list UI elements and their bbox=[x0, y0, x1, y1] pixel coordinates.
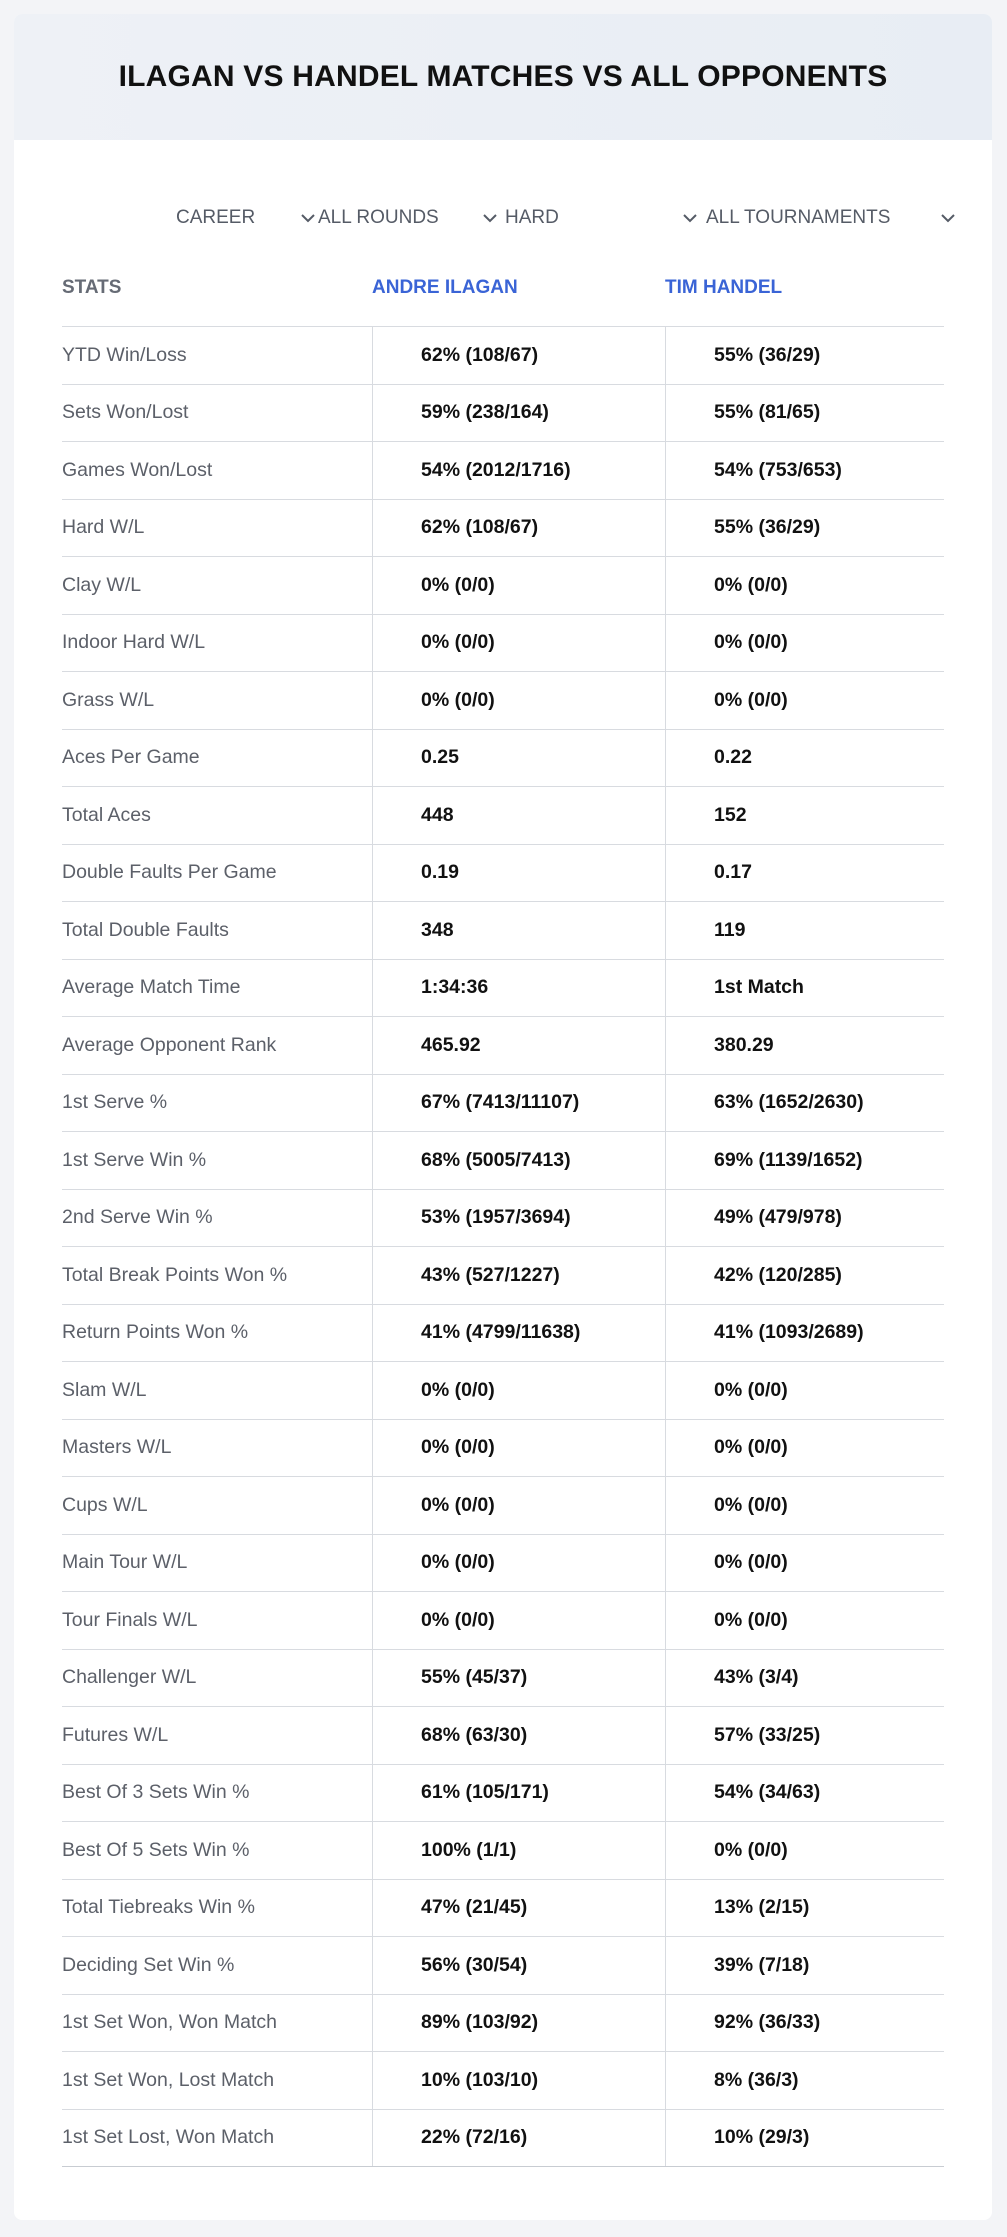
player1-stat-value: 41% (4799/11638) bbox=[372, 1305, 665, 1362]
table-row bbox=[62, 1535, 944, 1593]
player2-stat-value: 43% (3/4) bbox=[665, 1650, 944, 1707]
player1-stat-value: 0% (0/0) bbox=[372, 557, 665, 614]
player2-stat-value: 55% (36/29) bbox=[665, 327, 944, 384]
player1-stat-value: 59% (238/164) bbox=[372, 385, 665, 442]
player1-stat-value: 68% (5005/7413) bbox=[372, 1132, 665, 1189]
player1-stat-value: 10% (103/10) bbox=[372, 2052, 665, 2109]
table-row bbox=[62, 672, 944, 730]
player1-stat-value: 54% (2012/1716) bbox=[372, 442, 665, 499]
player2-stat-value: 0% (0/0) bbox=[665, 1477, 944, 1534]
stat-label: Games Won/Lost bbox=[62, 458, 213, 481]
player2-stat-value: 63% (1652/2630) bbox=[665, 1075, 944, 1132]
stat-label: 1st Set Won, Won Match bbox=[62, 2011, 277, 2034]
table-row bbox=[62, 960, 944, 1018]
player1-stat-value: 348 bbox=[372, 902, 665, 959]
player1-stat-value: 0% (0/0) bbox=[372, 1535, 665, 1592]
player1-stat-value: 53% (1957/3694) bbox=[372, 1190, 665, 1247]
player2-stat-value: 0% (0/0) bbox=[665, 1535, 944, 1592]
table-row bbox=[62, 327, 944, 385]
table-row bbox=[62, 1190, 944, 1248]
player1-stat-value: 89% (103/92) bbox=[372, 1995, 665, 2052]
table-row bbox=[62, 557, 944, 615]
table-row bbox=[62, 902, 944, 960]
stat-label: YTD Win/Loss bbox=[62, 343, 187, 366]
player2-stat-value: 55% (81/65) bbox=[665, 385, 944, 442]
table-body bbox=[62, 327, 944, 2167]
stats-table bbox=[62, 250, 944, 2167]
table-row bbox=[62, 385, 944, 443]
chevron-down-icon bbox=[682, 213, 698, 223]
stat-label: Total Break Points Won % bbox=[62, 1263, 288, 1286]
table-row bbox=[62, 1477, 944, 1535]
stat-label: Deciding Set Win % bbox=[62, 1953, 235, 1976]
table-row bbox=[62, 500, 944, 558]
player1-stat-value: 0% (0/0) bbox=[372, 615, 665, 672]
stat-label: Double Faults Per Game bbox=[62, 861, 277, 884]
player1-stat-value: 43% (527/1227) bbox=[372, 1247, 665, 1304]
player1-stat-value: 22% (72/16) bbox=[372, 2110, 665, 2167]
stat-label: Best Of 5 Sets Win % bbox=[62, 1838, 250, 1861]
surface-select[interactable] bbox=[505, 190, 698, 246]
stat-label: Tour Finals W/L bbox=[62, 1608, 198, 1631]
player2-stat-value: 0% (0/0) bbox=[665, 1592, 944, 1649]
table-row bbox=[62, 1362, 944, 1420]
stat-label: Return Points Won % bbox=[62, 1321, 249, 1344]
table-row bbox=[62, 845, 944, 903]
table-row bbox=[62, 1822, 944, 1880]
stat-label: 1st Set Lost, Won Match bbox=[62, 2126, 275, 2149]
player2-stat-value: 92% (36/33) bbox=[665, 1995, 944, 2052]
player1-stat-value: 47% (21/45) bbox=[372, 1880, 665, 1937]
player1-stat-value: 0.19 bbox=[372, 845, 665, 902]
player1-stat-value: 62% (108/67) bbox=[372, 500, 665, 557]
stat-label: Masters W/L bbox=[62, 1436, 172, 1459]
filter-bar bbox=[14, 190, 992, 246]
player2-stat-value: 1st Match bbox=[665, 960, 944, 1017]
player2-stat-value: 380.29 bbox=[665, 1017, 944, 1074]
stat-label: 2nd Serve Win % bbox=[62, 1206, 213, 1229]
table-row bbox=[62, 1650, 944, 1708]
player1-stat-value: 56% (30/54) bbox=[372, 1937, 665, 1994]
player1-stat-value: 0% (0/0) bbox=[372, 672, 665, 729]
table-row bbox=[62, 1075, 944, 1133]
rounds-select-value: ALL ROUNDS bbox=[318, 207, 439, 228]
stats-column-header: STATS bbox=[62, 277, 122, 298]
player2-stat-value: 41% (1093/2689) bbox=[665, 1305, 944, 1362]
player1-stat-value: 0% (0/0) bbox=[372, 1362, 665, 1419]
table-row bbox=[62, 1017, 944, 1075]
table-row bbox=[62, 1995, 944, 2053]
player2-stat-value: 54% (34/63) bbox=[665, 1765, 944, 1822]
period-select-value: CAREER bbox=[176, 207, 256, 228]
player1-stat-value: 465.92 bbox=[372, 1017, 665, 1074]
period-select[interactable] bbox=[176, 190, 316, 246]
player1-stat-value: 448 bbox=[372, 787, 665, 844]
table-row bbox=[62, 1132, 944, 1190]
tournaments-select-value: ALL TOURNAMENTS bbox=[706, 207, 891, 228]
stat-label: Futures W/L bbox=[62, 1723, 169, 1746]
stat-label: Grass W/L bbox=[62, 688, 155, 711]
player2-stat-value: 13% (2/15) bbox=[665, 1880, 944, 1937]
table-row bbox=[62, 1592, 944, 1650]
table-row bbox=[62, 2110, 944, 2168]
player1-stat-value: 0% (0/0) bbox=[372, 1592, 665, 1649]
player2-stat-value: 119 bbox=[665, 902, 944, 959]
player1-stat-value: 67% (7413/11107) bbox=[372, 1075, 665, 1132]
player2-stat-value: 0% (0/0) bbox=[665, 615, 944, 672]
player2-stat-value: 39% (7/18) bbox=[665, 1937, 944, 1994]
stat-label: Hard W/L bbox=[62, 516, 145, 539]
stat-label: Average Match Time bbox=[62, 976, 241, 999]
table-row bbox=[62, 442, 944, 500]
stat-label: Indoor Hard W/L bbox=[62, 631, 206, 654]
player1-name-link[interactable]: ANDRE ILAGAN bbox=[372, 277, 518, 298]
player2-stat-value: 55% (36/29) bbox=[665, 500, 944, 557]
stat-label: Best Of 3 Sets Win % bbox=[62, 1781, 250, 1804]
chevron-down-icon bbox=[300, 213, 316, 223]
stat-label: Sets Won/Lost bbox=[62, 401, 189, 424]
rounds-select[interactable] bbox=[318, 190, 498, 246]
player2-stat-value: 42% (120/285) bbox=[665, 1247, 944, 1304]
stat-label: 1st Set Won, Lost Match bbox=[62, 2068, 275, 2091]
player2-stat-value: 49% (479/978) bbox=[665, 1190, 944, 1247]
stat-label: Challenger W/L bbox=[62, 1666, 197, 1689]
stat-label: Total Double Faults bbox=[62, 918, 229, 941]
player2-stat-value: 0.22 bbox=[665, 730, 944, 787]
table-header bbox=[62, 250, 944, 327]
card-header bbox=[14, 14, 992, 140]
tournaments-select[interactable] bbox=[706, 190, 956, 246]
table-row bbox=[62, 1707, 944, 1765]
stat-label: 1st Serve Win % bbox=[62, 1148, 207, 1171]
stat-label: Aces Per Game bbox=[62, 746, 200, 769]
table-row bbox=[62, 615, 944, 673]
player2-stat-value: 0% (0/0) bbox=[665, 1362, 944, 1419]
table-row bbox=[62, 1937, 944, 1995]
player1-stat-value: 100% (1/1) bbox=[372, 1822, 665, 1879]
player2-stat-value: 0% (0/0) bbox=[665, 557, 944, 614]
table-row bbox=[62, 2052, 944, 2110]
chevron-down-icon bbox=[482, 213, 498, 223]
stat-label: Main Tour W/L bbox=[62, 1551, 188, 1574]
player2-stat-value: 57% (33/25) bbox=[665, 1707, 944, 1764]
player2-stat-value: 0.17 bbox=[665, 845, 944, 902]
player2-stat-value: 10% (29/3) bbox=[665, 2110, 944, 2167]
stats-card bbox=[14, 14, 992, 2220]
table-row bbox=[62, 1247, 944, 1305]
player2-name-link[interactable]: TIM HANDEL bbox=[665, 277, 783, 298]
surface-select-value: HARD bbox=[505, 207, 559, 228]
player1-stat-value: 55% (45/37) bbox=[372, 1650, 665, 1707]
table-row bbox=[62, 1765, 944, 1823]
player1-stat-value: 0.25 bbox=[372, 730, 665, 787]
player2-stat-value: 0% (0/0) bbox=[665, 1822, 944, 1879]
stat-label: Cups W/L bbox=[62, 1493, 148, 1516]
player1-stat-value: 0% (0/0) bbox=[372, 1477, 665, 1534]
stat-label: 1st Serve % bbox=[62, 1091, 168, 1114]
player1-stat-value: 61% (105/171) bbox=[372, 1765, 665, 1822]
table-row bbox=[62, 1305, 944, 1363]
player2-stat-value: 69% (1139/1652) bbox=[665, 1132, 944, 1189]
table-row bbox=[62, 1420, 944, 1478]
player2-stat-value: 0% (0/0) bbox=[665, 672, 944, 729]
table-row bbox=[62, 730, 944, 788]
player1-stat-value: 62% (108/67) bbox=[372, 327, 665, 384]
page-title: ILAGAN VS HANDEL MATCHES VS ALL OPPONENTS bbox=[118, 60, 888, 93]
stat-label: Total Aces bbox=[62, 803, 151, 826]
player2-stat-value: 0% (0/0) bbox=[665, 1420, 944, 1477]
stat-label: Average Opponent Rank bbox=[62, 1033, 277, 1056]
table-row bbox=[62, 787, 944, 845]
player2-stat-value: 152 bbox=[665, 787, 944, 844]
stat-label: Slam W/L bbox=[62, 1378, 147, 1401]
stat-label: Total Tiebreaks Win % bbox=[62, 1896, 255, 1919]
player2-stat-value: 8% (36/3) bbox=[665, 2052, 944, 2109]
player1-stat-value: 1:34:36 bbox=[372, 960, 665, 1017]
player2-stat-value: 54% (753/653) bbox=[665, 442, 944, 499]
stat-label: Clay W/L bbox=[62, 573, 142, 596]
player1-stat-value: 0% (0/0) bbox=[372, 1420, 665, 1477]
chevron-down-icon bbox=[940, 213, 956, 223]
player1-stat-value: 68% (63/30) bbox=[372, 1707, 665, 1764]
table-row bbox=[62, 1880, 944, 1938]
